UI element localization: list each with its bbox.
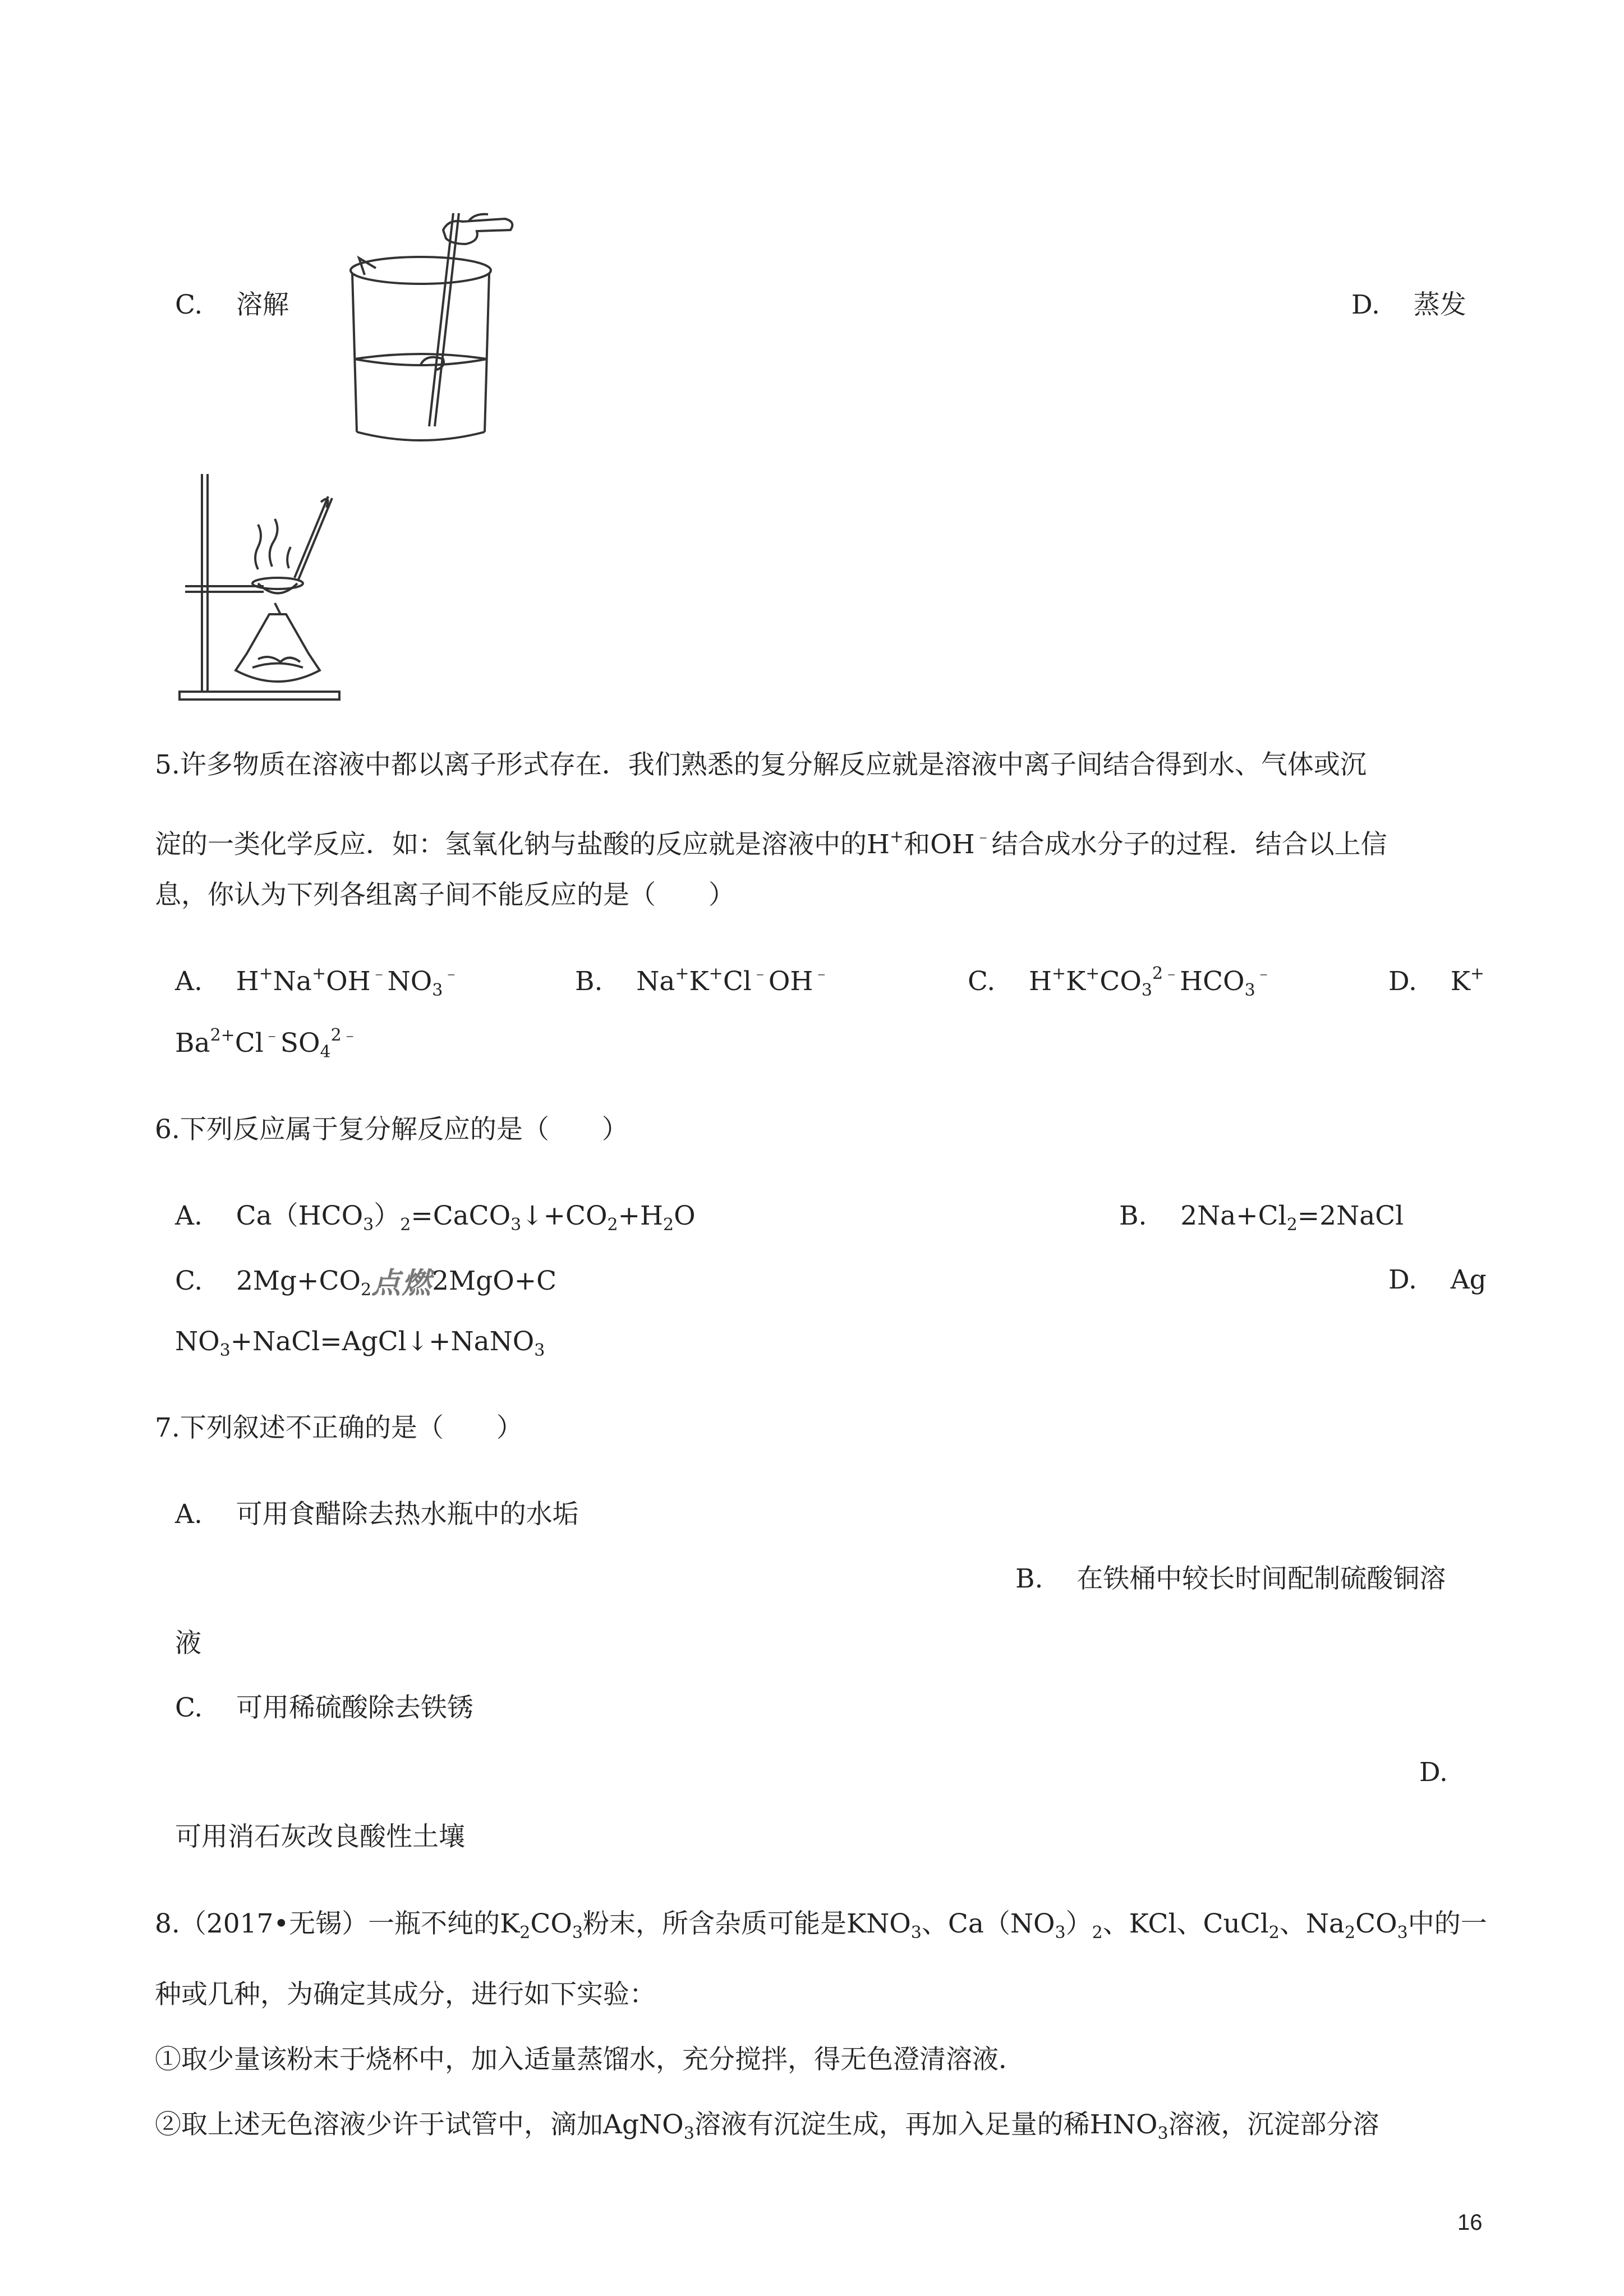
q8-stem-line2: 种或几种，为确定其成分，进行如下实验： (155, 1979, 656, 2010)
q5-stem-line3: 息，你认为下列各组离子间不能反应的是（ ） (155, 880, 735, 910)
ignition-condition-label: 点燃 (371, 1267, 433, 1300)
q7-option-a: A. 可用食醋除去热水瓶中的水垢 (175, 1499, 579, 1530)
q5-option-a: A. $H^+Na^+OH^﹣NO_3^﹣$ (175, 964, 460, 1000)
q5-option-d: D. K+ (1388, 964, 1484, 997)
q7-option-d: D. (1419, 1757, 1448, 1788)
q5-option-c: C. $H^+K^+CO_3^{2﹣}HCO_3^﹣$ (968, 964, 1272, 1000)
q7-option-d-cont: 可用消石灰改良酸性土壤 (175, 1821, 465, 1852)
dissolving-beaker-figure (337, 196, 527, 449)
q7-option-b-cont: 液 (175, 1628, 201, 1659)
q6-option-a: A. $Ca(HCO_3)_2=CaCO_3↓+CO_2+H_2O$ (175, 1200, 696, 1235)
q7-stem: 7.下列叙述不正确的是（ ） (155, 1412, 523, 1443)
q6-stem: 6.下列反应属于复分解反应的是（ ） (155, 1114, 628, 1145)
q4-option-c: C. 溶解 (175, 289, 289, 320)
q6-option-c: C. $2Mg+CO_2$点燃2MgO+C (175, 1266, 557, 1300)
evaporation-apparatus-figure (174, 468, 342, 704)
q5-stem-line1: 5.许多物质在溶液中都以离子形式存在．我们熟悉的复分解反应就是溶液中离子间结合得到水、气体或沉 (155, 749, 1367, 780)
q4-option-d: D. 蒸发 (1351, 289, 1466, 320)
q8-step1: ①取少量该粉末于烧杯中，加入适量蒸馏水，充分搅拌，得无色澄清溶液． (155, 2044, 1025, 2075)
q6-option-d: D. Ag (1388, 1264, 1487, 1295)
q5-option-b: B. Na+K+Cl﹣OH﹣ (575, 964, 830, 997)
q8-stem-line1: 8.（2017•无锡）一瓶不纯的$K_2CO_3$粉末，所含杂质可能是$KNO_3$、$Ca(NO_3)_2$、KCl、CuCl$_2$、$Na_2CO_3$中的一 (155, 1908, 1487, 1943)
q6-option-b: B. $2Na+Cl_2=2NaCl$ (1119, 1200, 1404, 1235)
q7-option-b: B. 在铁桶中较长时间配制硫酸铜溶 (1015, 1563, 1446, 1594)
q7-option-c: C. 可用稀硫酸除去铁锈 (175, 1692, 473, 1723)
q8-step2: ②取上述无色溶液少许于试管中，滴加AgNO$_3$溶液有沉淀生成，再加入足量的稀$HNO_3$溶液，沉淀部分溶 (155, 2109, 1379, 2143)
q5-option-d-cont: $Ba^{2+}Cl^﹣SO_4^{2﹣}$ (175, 1025, 358, 1062)
page-number: 16 (1457, 2210, 1483, 2235)
q5-stem-line2: 淀的一类化学反应．如：氢氧化钠与盐酸的反应就是溶液中的H+和OH﹣结合成水分子的过程．结合以上信 (155, 827, 1387, 860)
q6-option-d-cont: $NO_3+NaCl=AgCl↓+NaNO_3$ (175, 1326, 545, 1360)
